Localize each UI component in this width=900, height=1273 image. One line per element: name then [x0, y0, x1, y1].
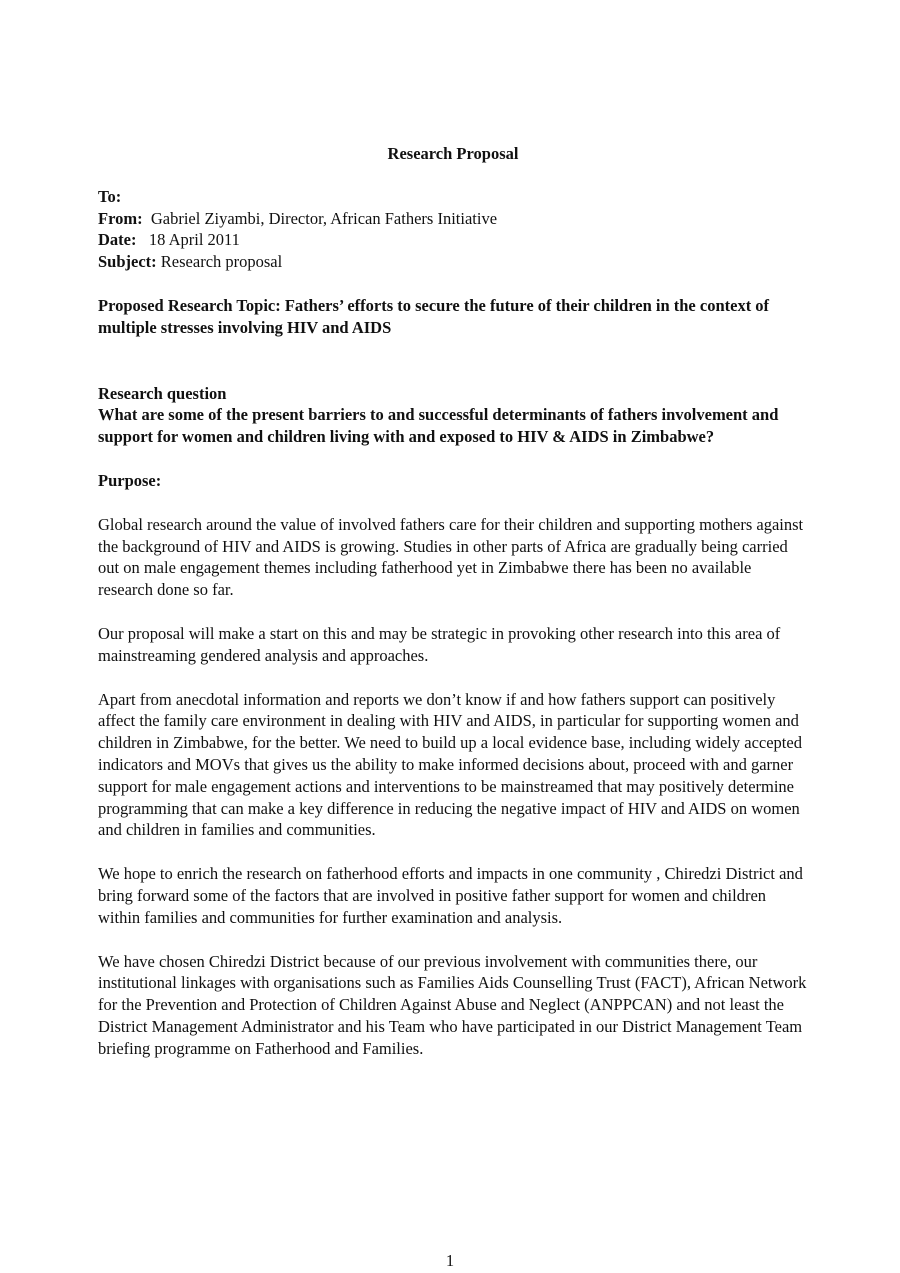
page-number: 1: [445, 1251, 455, 1270]
document-page: [98, 143, 808, 1082]
purpose-heading: Purpose:: [98, 470, 162, 490]
memo-from: [98, 208, 808, 230]
document-title: Research Proposal: [387, 144, 519, 163]
memo-subject-value: Research proposal: [160, 252, 283, 272]
purpose-paragraph: We have chosen Chiredzi District because of our previous involvement with communities there, our institutional linkages with organisations such as Families Aids Counselling Trust (FACT), African Network for the Prevention and Protection of Children Against Abuse and Neglect (ANPPCAN) and not least the District Management Administrator and his Team who have participated in our District Management Team briefing programme on Fatherhood and Families.: [98, 951, 807, 1058]
research-topic: Proposed Research Topic: Fathers’ efforts to secure the future of their children in the context of multiple stresses involving HIV and AIDS: [98, 295, 770, 337]
memo-date-value: 18 April 2011: [148, 230, 240, 250]
memo-header: [98, 186, 808, 273]
memo-from-value: Gabriel Ziyambi, Director, African Fathers Initiative: [150, 208, 498, 228]
research-question-heading: Research question: [98, 383, 227, 403]
research-question: What are some of the present barriers to and successful determinants of fathers involvement and support for women and children living with and exposed to HIV & AIDS in Zimbabwe?: [98, 405, 779, 447]
purpose-paragraph: Apart from anecdotal information and reports we don’t know if and how fathers support can positively affect the family care environment in dealing with HIV and AIDS, in particular for supporting women and children in Zimbabwe, for the better. We need to build up a local evidence base, including widely accepted indicators and MOVs that gives us the ability to make informed decisions about, proceed with and garner support for male engagement actions and interventions to be mainstreamed that may positively determine programming that can make a key difference in reducing the negative impact of HIV and AIDS on women and children in families and communities.: [98, 689, 802, 840]
memo-from-label: From:: [98, 208, 143, 228]
memo-subject-label: Subject:: [98, 252, 157, 272]
purpose-paragraph: Our proposal will make a start on this and may be strategic in provoking other research into this area of mainstreaming gendered analysis and approaches.: [98, 623, 781, 665]
memo-date-label: Date:: [98, 230, 137, 250]
memo-to-label: To:: [98, 186, 122, 206]
memo-date: [98, 229, 808, 251]
memo-to: [98, 186, 808, 208]
memo-subject: [98, 251, 808, 273]
purpose-paragraph: We hope to enrich the research on fatherhood efforts and impacts in one community , Chiredzi District and bring forward some of the factors that are involved in positive father support for women and children within families and communities for further examination and analysis.: [98, 864, 803, 927]
purpose-paragraph: Global research around the value of involved fathers care for their children and supporting mothers against the background of HIV and AIDS is growing. Studies in other parts of Africa are gradually being carried out on male engagement themes including fatherhood yet in Zimbabwe there has been no available research done so far.: [98, 514, 804, 600]
